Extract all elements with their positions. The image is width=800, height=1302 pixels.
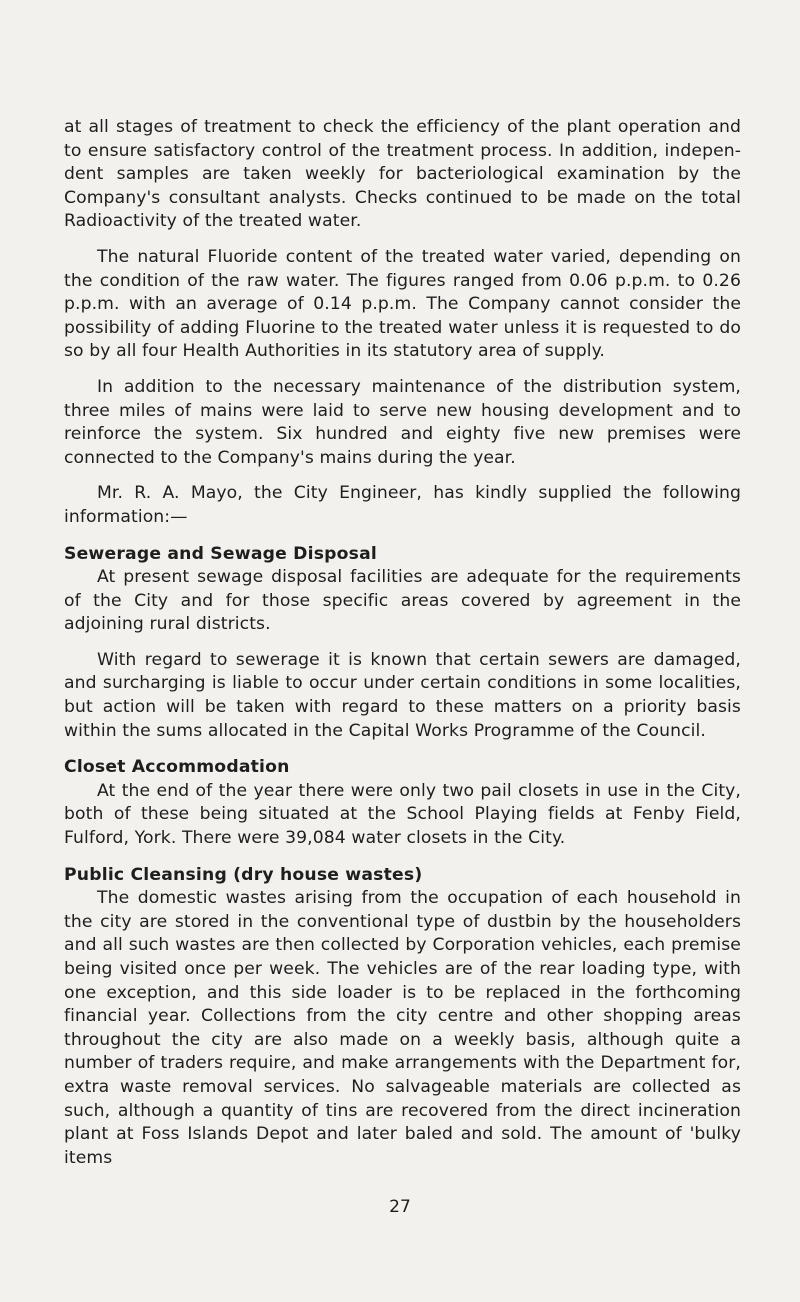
cleansing-paragraph-1: The domestic wastes arising from the occupation of each household in the city are stored in the conventional type of dustbin by the householders and all such wastes are then collected by Corporation vehicles, each premise being visited once per week. The vehicles are of the rear loading type, with one exception, and this side loader is to be replaced in the forthcoming financial year. Collections from the city centre and other shopping areas throughout the city are also made on a weekly basis, although quite a number of traders require, and make arrangements with the Department for, extra waste removal services. No salvageable materials are collected as such, although a quantity of tins are recovered from the direct incineration plant at Foss Islands Depot and later baled and sold. The amount of 'bulky items	[64, 888, 741, 1168]
closet-heading: Closet Accommodation	[64, 757, 290, 778]
sewerage-paragraph-2: With regard to sewerage it is known that certain sewers are damaged, and surcharging is liable to occur under certain conditions in some localities, but action will be taken with regard to these matters on a priority basis within the sums allocated in the Capital Works Programme of the Council.	[64, 649, 741, 741]
page-number: 27	[389, 1197, 411, 1217]
document-page	[64, 116, 741, 1170]
sewerage-paragraph-1: At present sewage disposal facilities are adequate for the requirements of the City and for those specific areas covered by agreement in the adjoining rural districts.	[64, 567, 741, 635]
intro-paragraph-4: Mr. R. A. Mayo, the City Engineer, has kindly supplied the following information:—	[64, 483, 741, 527]
intro-paragraph-2: The natural Fluoride content of the treated water varied, depending on the condition of the raw water. The figures ranged from 0.06 p.p.m. to 0.26 p.p.m. with an average of 0.14 p.p.m. The Company cannot consider the possibility of adding Fluorine to the treated water unless it is requested to do so by all four Health Authorities in its statutory area of supply.	[64, 246, 741, 362]
cleansing-heading: Public Cleansing (dry house wastes)	[64, 864, 423, 885]
sewerage-heading: Sewerage and Sewage Disposal	[64, 543, 377, 564]
intro-paragraph-3: In addition to the necessary maintenance of the distribution system, three miles of mains were laid to serve new housing development and to reinforce the system. Six hundred and eighty five new premises were connected to the Company's mains during the year.	[64, 376, 741, 468]
intro-paragraph-1: at all stages of treatment to check the efficiency of the plant operation and to ensure satisfactory control of the treatment process. In addition, independent samples are taken weekly for bacteriological examination by the Company's consultant analysts. Checks continued to be made on the total Radioactivity of the treated water.	[64, 117, 741, 232]
closet-paragraph-1: At the end of the year there were only two pail closets in use in the City, both of these being situated at the School Playing fields at Fenby Field, Fulford, York. There were 39,084 water closets in the City.	[64, 780, 741, 849]
